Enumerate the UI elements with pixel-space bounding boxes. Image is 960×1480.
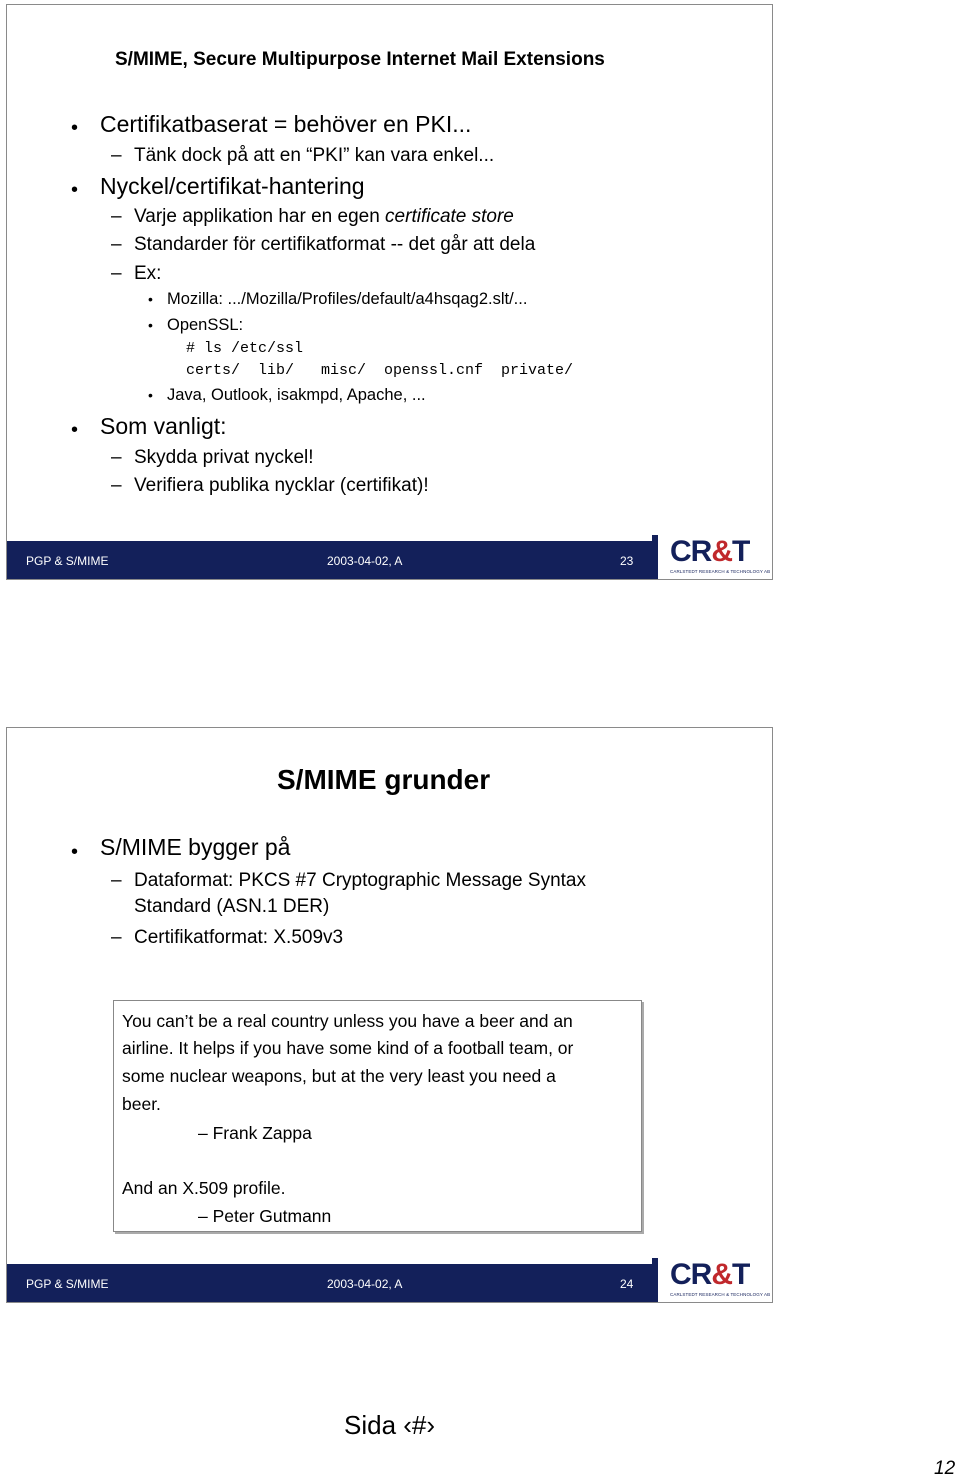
sub-bullet-text: Ex: — [134, 263, 162, 284]
quote-line: some nuclear weapons, but at the very least you need a — [122, 1066, 556, 1086]
footer-course: PGP & S/MIME — [26, 554, 109, 568]
footer-date: 2003-04-02, A — [327, 554, 403, 568]
footer-course: PGP & S/MIME — [26, 1277, 109, 1291]
sub-bullet-text: Verifiera publika nycklar (certifikat)! — [134, 475, 429, 496]
item-text: OpenSSL: — [167, 316, 244, 334]
slide-title: S/MIME grunder — [277, 764, 491, 795]
dash-marker: – — [111, 927, 122, 948]
small-bullet-dot: • — [148, 317, 153, 333]
emphasis-text: certificate store — [385, 206, 514, 227]
dash-marker: – — [111, 263, 122, 284]
dash-marker: – — [111, 475, 122, 496]
footer-slide-number: 23 — [620, 554, 634, 568]
slide-footer — [7, 1258, 772, 1302]
bullet-text: Certifikatbaserat = behöver en PKI... — [100, 111, 472, 137]
dash-marker: – — [111, 447, 122, 468]
footer-date: 2003-04-02, A — [327, 1277, 403, 1291]
footer-slide-number: 24 — [620, 1277, 634, 1291]
page-number: 12 — [934, 1458, 956, 1479]
bullet-text: S/MIME bygger på — [100, 834, 291, 860]
sida-placeholder: Sida ‹#› — [344, 1410, 436, 1440]
dash-marker: – — [111, 206, 122, 227]
sub-bullet-text: Dataformat: PKCS #7 Cryptographic Message Syntax — [134, 870, 586, 891]
sub-bullet-text: Skydda privat nyckel! — [134, 447, 314, 468]
bullet-dot: • — [71, 117, 79, 139]
bullet-text: Nyckel/certifikat-hantering — [100, 173, 365, 199]
sub-bullet-text: Certifikatformat: X.509v3 — [134, 927, 344, 948]
small-bullet-dot: • — [148, 291, 153, 307]
sub-bullet-text: Varje applikation har en egen certificate store — [134, 206, 514, 227]
quote-line: airline. It helps if you have some kind of a football team, or — [122, 1038, 574, 1058]
bullet-dot: • — [71, 179, 79, 201]
sub-bullet-text: Tänk dock på att en “PKI” kan vara enkel... — [134, 145, 495, 166]
sub-bullet-text: Standarder för certifikatformat -- det går att dela — [134, 234, 536, 255]
slide-23 — [6, 4, 773, 580]
code-line: # ls /etc/ssl — [186, 340, 304, 357]
bullet-text: Som vanligt: — [100, 413, 227, 439]
quote-line: And an X.509 profile. — [122, 1178, 286, 1198]
item-text: Java, Outlook, isakmpd, Apache, ... — [167, 386, 426, 404]
crt-logo: CR&T CARLSTEDT RESEARCH & TECHNOLOGY AB — [652, 1258, 772, 1302]
dash-marker: – — [111, 870, 122, 891]
small-bullet-dot: • — [148, 387, 153, 403]
slide-24 — [6, 727, 773, 1303]
quote-line: beer. — [122, 1094, 161, 1114]
quote-attribution: – Peter Gutmann — [198, 1206, 332, 1226]
bullet-dot: • — [71, 419, 79, 441]
item-text: Mozilla: .../Mozilla/Profiles/default/a4hsqag2.slt/... — [167, 290, 528, 308]
slide-title: S/MIME, Secure Multipurpose Internet Mail Extensions — [115, 49, 605, 70]
dash-marker: – — [111, 234, 122, 255]
dash-marker: – — [111, 145, 122, 166]
quote-line: You can’t be a real country unless you have a beer and an — [122, 1011, 573, 1031]
quote-box — [113, 1000, 642, 1232]
code-line: certs/ lib/ misc/ openssl.cnf private/ — [186, 362, 574, 379]
bullet-dot: • — [71, 841, 79, 863]
quote-attribution: – Frank Zappa — [198, 1123, 312, 1143]
crt-logo: CR&T CARLSTEDT RESEARCH & TECHNOLOGY AB — [652, 535, 772, 579]
sub-bullet-text-cont: Standard (ASN.1 DER) — [134, 896, 330, 917]
slide-footer — [7, 535, 772, 579]
